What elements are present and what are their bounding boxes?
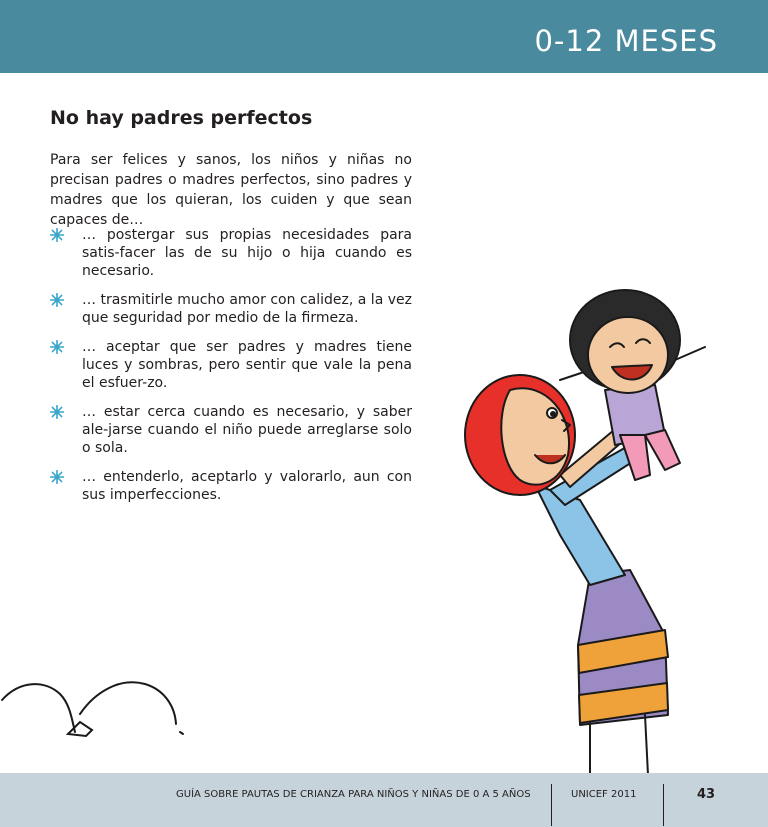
footer-divider bbox=[551, 784, 552, 826]
list-item bbox=[50, 291, 412, 327]
asterisk-star-icon bbox=[50, 293, 64, 307]
header-band bbox=[0, 0, 768, 73]
page-number: 43 bbox=[697, 787, 716, 802]
list-item bbox=[50, 403, 412, 457]
bird-doodle-illustration bbox=[0, 672, 190, 742]
footer-divider bbox=[663, 784, 664, 826]
bullet-list bbox=[50, 226, 412, 515]
asterisk-star-icon bbox=[50, 470, 64, 484]
list-item bbox=[50, 338, 412, 392]
list-item bbox=[50, 226, 412, 280]
bullet-text: … postergar sus propias necesidades para satis-facer las de su hijo o hija cuando es necesario. bbox=[82, 227, 412, 279]
section-title: 0-12 MESES bbox=[534, 24, 718, 58]
page-heading: No hay padres perfectos bbox=[50, 107, 313, 129]
bullet-text: … entenderlo, aceptarlo y valorarlo, aun con sus imperfecciones. bbox=[82, 469, 412, 503]
footer-org: UNICEF 2011 bbox=[571, 789, 637, 800]
footer-guide-title: GUÍA SOBRE PAUTAS DE CRIANZA PARA NIÑOS Y NIÑAS DE 0 A 5 AÑOS bbox=[176, 789, 531, 800]
asterisk-star-icon bbox=[50, 340, 64, 354]
intro-paragraph: Para ser felices y sanos, los niños y niñas no precisan padres o madres perfectos, sino padres y madres que los quieran, los cuiden y que sean capaces de… bbox=[50, 152, 412, 228]
bullet-text: … aceptar que ser padres y madres tiene luces y sombras, pero sentir que vale la pena el esfuer-zo. bbox=[82, 339, 412, 391]
asterisk-star-icon bbox=[50, 228, 64, 242]
mother-lifting-child-illustration bbox=[440, 285, 720, 775]
asterisk-star-icon bbox=[50, 405, 64, 419]
bullet-text: … estar cerca cuando es necesario, y saber ale-jarse cuando el niño puede arreglarse solo o sola. bbox=[82, 404, 412, 456]
footer-band bbox=[0, 773, 768, 827]
bullet-text: … trasmitirle mucho amor con calidez, a la vez que seguridad por medio de la firmeza. bbox=[82, 292, 412, 326]
list-item bbox=[50, 468, 412, 504]
